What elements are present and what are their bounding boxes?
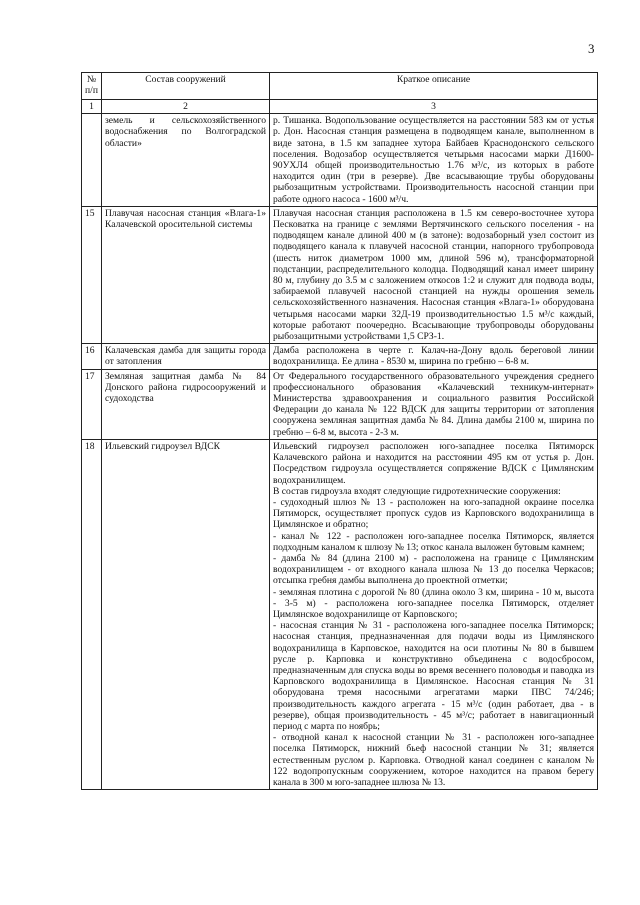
index-cell: 1 [82, 100, 102, 114]
structures-table [81, 72, 598, 790]
row-number: 15 [82, 206, 102, 343]
description-paragraph: От Федерального государственного образовательного учреждения среднего профессионального образования «Калачевский техникум-интернат» Министерства здравоохранения и социального развития Российской Федерации до канала № 122 ВДСК для защиты территории от затопления сооружена земляная защитная дамба № 84. Длина дамбы 2100 м, ширина по гребню – 6-8 м, высота - 2-3 м. [273, 370, 594, 438]
description-paragraph: - земляная плотина с дорогой № 80 (длина около 3 км, ширина - 10 м, высота - 3-5 м) - расположена юго-западнее поселка Пятиморск, отделяет Цимлянское водохранилище от Карповского; [273, 586, 594, 620]
index-cell: 3 [270, 100, 598, 114]
description-paragraph: - отводной канал к насосной станции № 31 - расположен юго-западнее поселка Пятиморск, нижний бьеф насосной станции № 31; является естественным руслом р. Карповка. Отводной канал соединен с каналом № 122 водопропускным сооружением, которое находится на правом берегу канала в 300 м юго-западнее шлюза № 13. [273, 732, 594, 788]
description-paragraph: - дамба № 84 (длина 2100 м) - расположена на границе с Цимлянским водохранилищем - от входного канала шлюза № 13 до поселка Черкасов; отсыпка гребня дамбы выполнена до проектной отметки; [273, 552, 594, 587]
header-number: № п/п [82, 73, 102, 100]
structure-description [270, 344, 598, 369]
table-row [82, 206, 598, 343]
structure-description [270, 369, 598, 439]
structure-name: Плавучая насосная станция «Влага-1» Калачевской оросительной системы [102, 206, 270, 343]
index-cell: 2 [102, 100, 270, 114]
table-row [82, 114, 598, 207]
description-paragraph: Плавучая насосная станция расположена в 1.5 км северо-восточнее хутора Песковатка на границе с землями Вертячинского сельского поселения - на подводящем канале длиной 400 м (в затоне): водозаборный узел состоит из подводящего канала к плавучей насосной станции, напорного трубопровода (шесть ниток диаметром 1000 мм, длиной 596 м), трансформаторной подстанции, распределительного колодца. Подводящий канал имеет ширину 80 м, глубину до 3.5 м с заложением откосов 1:2 и служит для подвода воды, забираемой плавучей насосной станцией на нужды орошения земель сельскохозяйственного назначения. Насосная станция «Влага-1» оборудована четырьмя насосами марки 32Д-19 производительностью 1.5 м³/с каждый, которые работают поочередно. Всасывающие трубопроводы оборудованы рыбозащитными устройствами 1,5 СРЗ-1. [273, 207, 594, 343]
description-paragraph: Дамба расположена в черте г. Калач-на-Дону вдоль береговой линии водохранилища. Ее длина - 8530 м, ширина по гребню – 6-8 м. [273, 345, 594, 368]
header-structures: Состав сооружений [102, 73, 270, 100]
structure-name: Ильевский гидроузел ВДСК [102, 439, 270, 789]
table-header-row [82, 73, 598, 100]
description-paragraph: В состав гидроузла входят следующие гидротехнические сооружения: [273, 485, 561, 497]
page-number: 3 [588, 41, 595, 56]
description-paragraph: Ильевский гидроузел расположен юго-западнее поселка Пятиморск Калачевского района и находится на расстоянии 495 км от устья р. Дон. Посредством гидроузла осуществляется сопряжение ВДСК с Цимлянским водохранилищем. [273, 440, 594, 486]
structure-name: Земляная защитная дамба № 84 Донского района гидросооружений и судоходства [102, 369, 270, 439]
structure-name: Калачевская дамба для защиты города от затопления [102, 344, 270, 369]
table-row [82, 344, 598, 369]
description-paragraph: - канал № 122 - расположен юго-западнее поселка Пятиморск, является подходным каналом к шлюзу № 13; откос канала выложен бутовым камнем; [273, 530, 594, 553]
structure-name: земель и сельскохозяйственного водоснабжения по Волгоградской области» [102, 114, 270, 207]
table-row [82, 369, 598, 439]
row-number: 17 [82, 369, 102, 439]
description-paragraph: - судоходный шлюз № 13 - расположен на юго-западной окраине поселка Пятиморск, осуществляет пропуск судов из Карповского водохранилища в Цимлянское и обратно; [273, 496, 594, 531]
structure-description [270, 439, 598, 789]
structure-description [270, 206, 598, 343]
structure-description [270, 114, 598, 207]
table-row [82, 439, 598, 789]
description-paragraph: - насосная станция № 31 - расположена юго-западнее поселка Пятиморск; насосная станция, предназначенная для подачи воды из Цимлянского водохранилища в Карповское, находится на оси плотины № 80 в бывшем русле р. Карповка и конструктивно объединена с водосбросом, предназначенным для спуска воды во время весеннего половодья и паводка из Карповского водохранилища в Цимлянское. Насосная станция № 31 оборудована тремя насосными агрегатами марки ПВС 74/246; производительность каждого агрегата - 15 м³/с (один работает, два - в резерве), общая производительность - 45 м³/с; работает в навигационный период с марта по ноябрь; [273, 620, 594, 732]
row-number [82, 114, 102, 207]
header-description: Краткое описание [270, 73, 598, 100]
row-number: 18 [82, 439, 102, 789]
table-index-row [82, 100, 598, 114]
row-number: 16 [82, 344, 102, 369]
description-paragraph: р. Тишанка. Водопользование осуществляется на расстоянии 583 км от устья р. Дон. Насосная станция размещена в подводящем канале, выполненном в виде затона, в 1.5 км западнее хутора Байбаев Краснодонского сельского поселения. Водозабор осуществляется четырьмя насосами марки Д1600-90УХЛ4 общей производительностью 1.76 м³/с, из которых в работе находится один (три в резерве). Две всасывающие трубы оборудованы рыбозащитным устройствами. Производительность насосной станции при работе одного насоса - 1600 м³/ч. [273, 115, 594, 205]
